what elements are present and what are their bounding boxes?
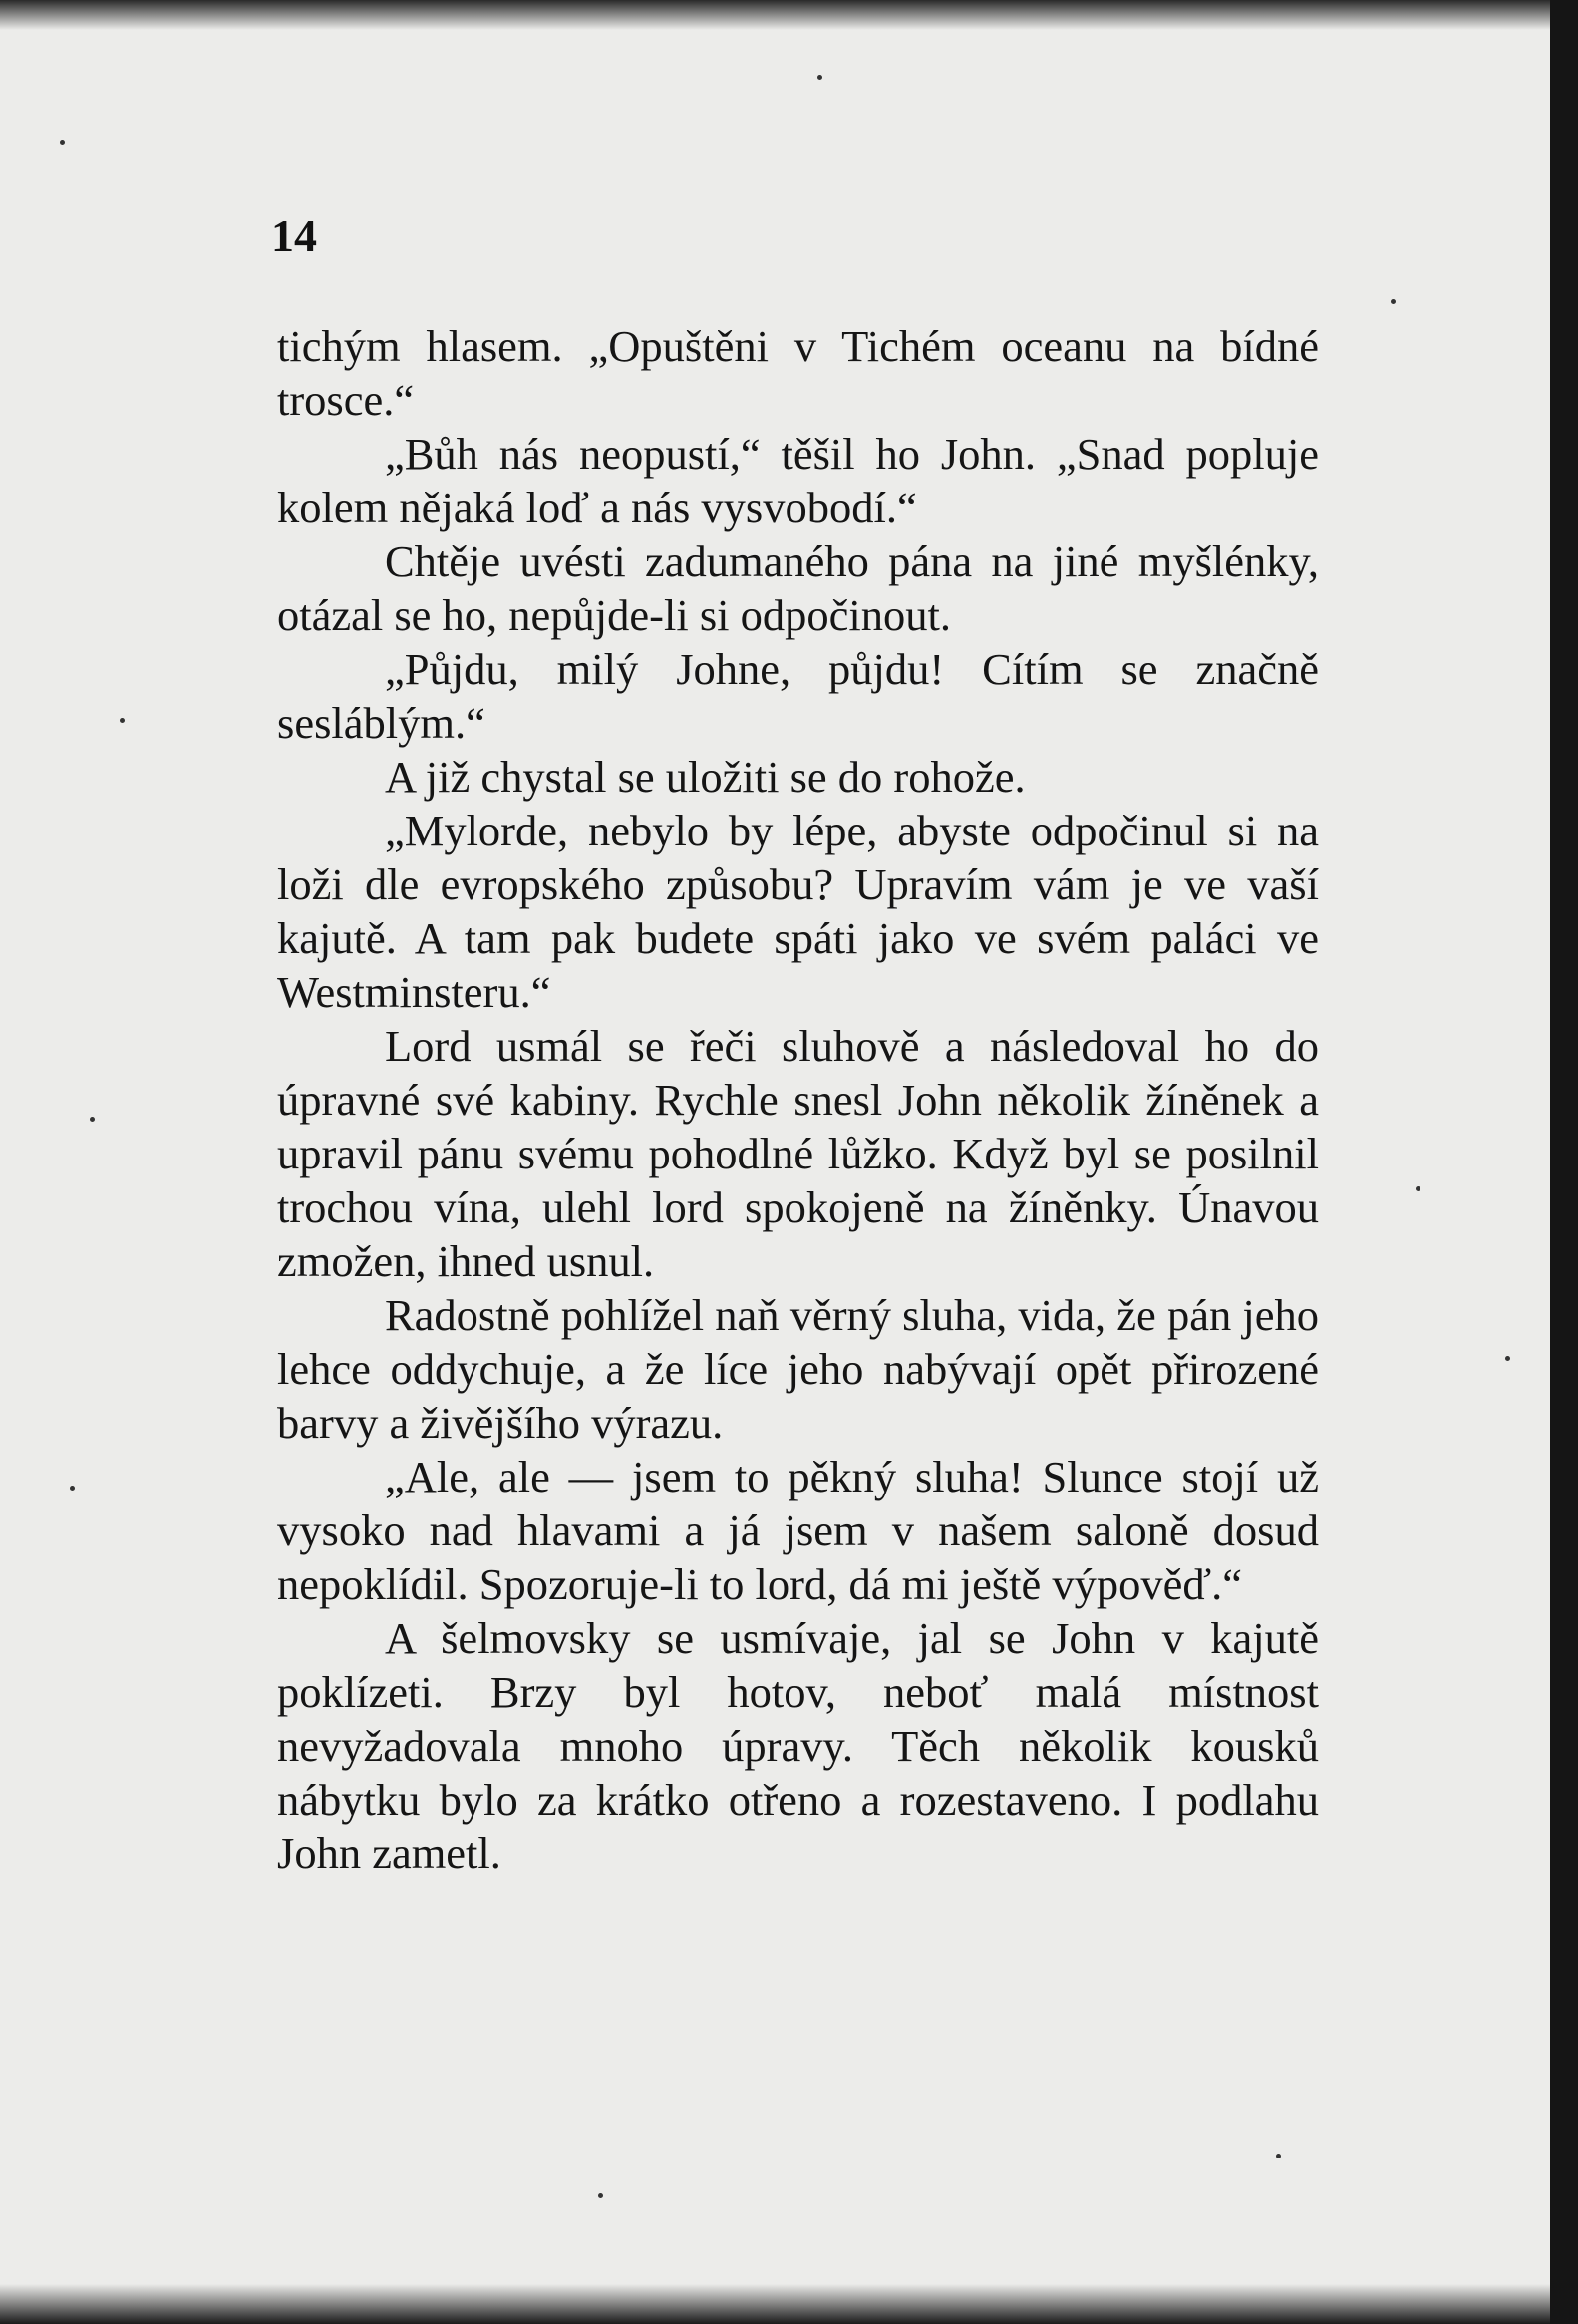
paragraph: tichým hlasem. „Opuštěni v Tichém oceanu na bídné trosce.“ — [277, 321, 1319, 425]
scan-right-edge — [1550, 0, 1578, 2324]
paragraph: „Bůh nás neopustí,“ těšil ho John. „Snad popluje kolem nějaká loď a nás vysvobodí.“ — [277, 429, 1319, 532]
scan-speck — [817, 75, 822, 80]
paragraph: Lord usmál se řeči sluhově a následoval ho do úpravné své kabiny. Rychle snesl John několik žíněnek a upravil pánu svému pohodlné lůžko. Když byl se posilnil trochou vína, ulehl lord spokojeně na žíněnky. Únavou zmožen, ihned usnul. — [277, 1021, 1319, 1286]
paragraph: A šelmovsky se usmívaje, jal se John v kajutě poklízeti. Brzy byl hotov, neboť malá místnost nevyžadovala mnoho úpravy. Těch několik kousků nábytku bylo za krátko otřeno a rozestaveno. I podlahu John zametl. — [277, 1613, 1319, 1878]
paragraph: A již chystal se uložiti se do rohože. — [385, 752, 1026, 802]
scan-speck — [1391, 299, 1396, 304]
paragraph: „Ale, ale — jsem to pěkný sluha! Slunce stojí už vysoko nad hlavami a já jsem v našem saloně dosud nepoklídil. Spozoruje-li to lord, dá mi ještě výpověď.“ — [277, 1452, 1319, 1609]
paragraph: „Půjdu, milý Johne, půjdu! Cítím se značně sesláblým.“ — [277, 644, 1319, 748]
paragraph: Chtěje uvésti zadumaného pána na jiné myšlénky, otázal se ho, nepůjde-li si odpočinout. — [277, 536, 1319, 640]
scan-bottom-edge — [0, 2284, 1578, 2324]
page-number: 14 — [271, 210, 317, 261]
scan-speck — [90, 1117, 95, 1122]
scan-top-edge — [0, 0, 1578, 30]
paragraph: „Mylorde, nebylo by lépe, abyste odpočinul si na loži dle evropského způsobu? Upravím vám je ve vaší kajutě. A tam pak budete spáti jako ve svém paláci ve Westminsteru.“ — [277, 806, 1319, 1017]
scan-speck — [1416, 1186, 1420, 1191]
scan-speck — [70, 1486, 75, 1491]
scan-speck — [120, 718, 125, 723]
paragraph: Radostně pohlížel naň věrný sluha, vida, že pán jeho lehce oddychuje, a že líce jeho nabývají opět přirozené barvy a živějšího výrazu. — [277, 1290, 1319, 1448]
body-text — [277, 319, 1319, 1880]
scan-speck — [60, 140, 65, 145]
scan-speck — [1276, 2154, 1281, 2158]
scan-speck — [598, 2193, 603, 2198]
scan-speck — [1505, 1356, 1510, 1361]
